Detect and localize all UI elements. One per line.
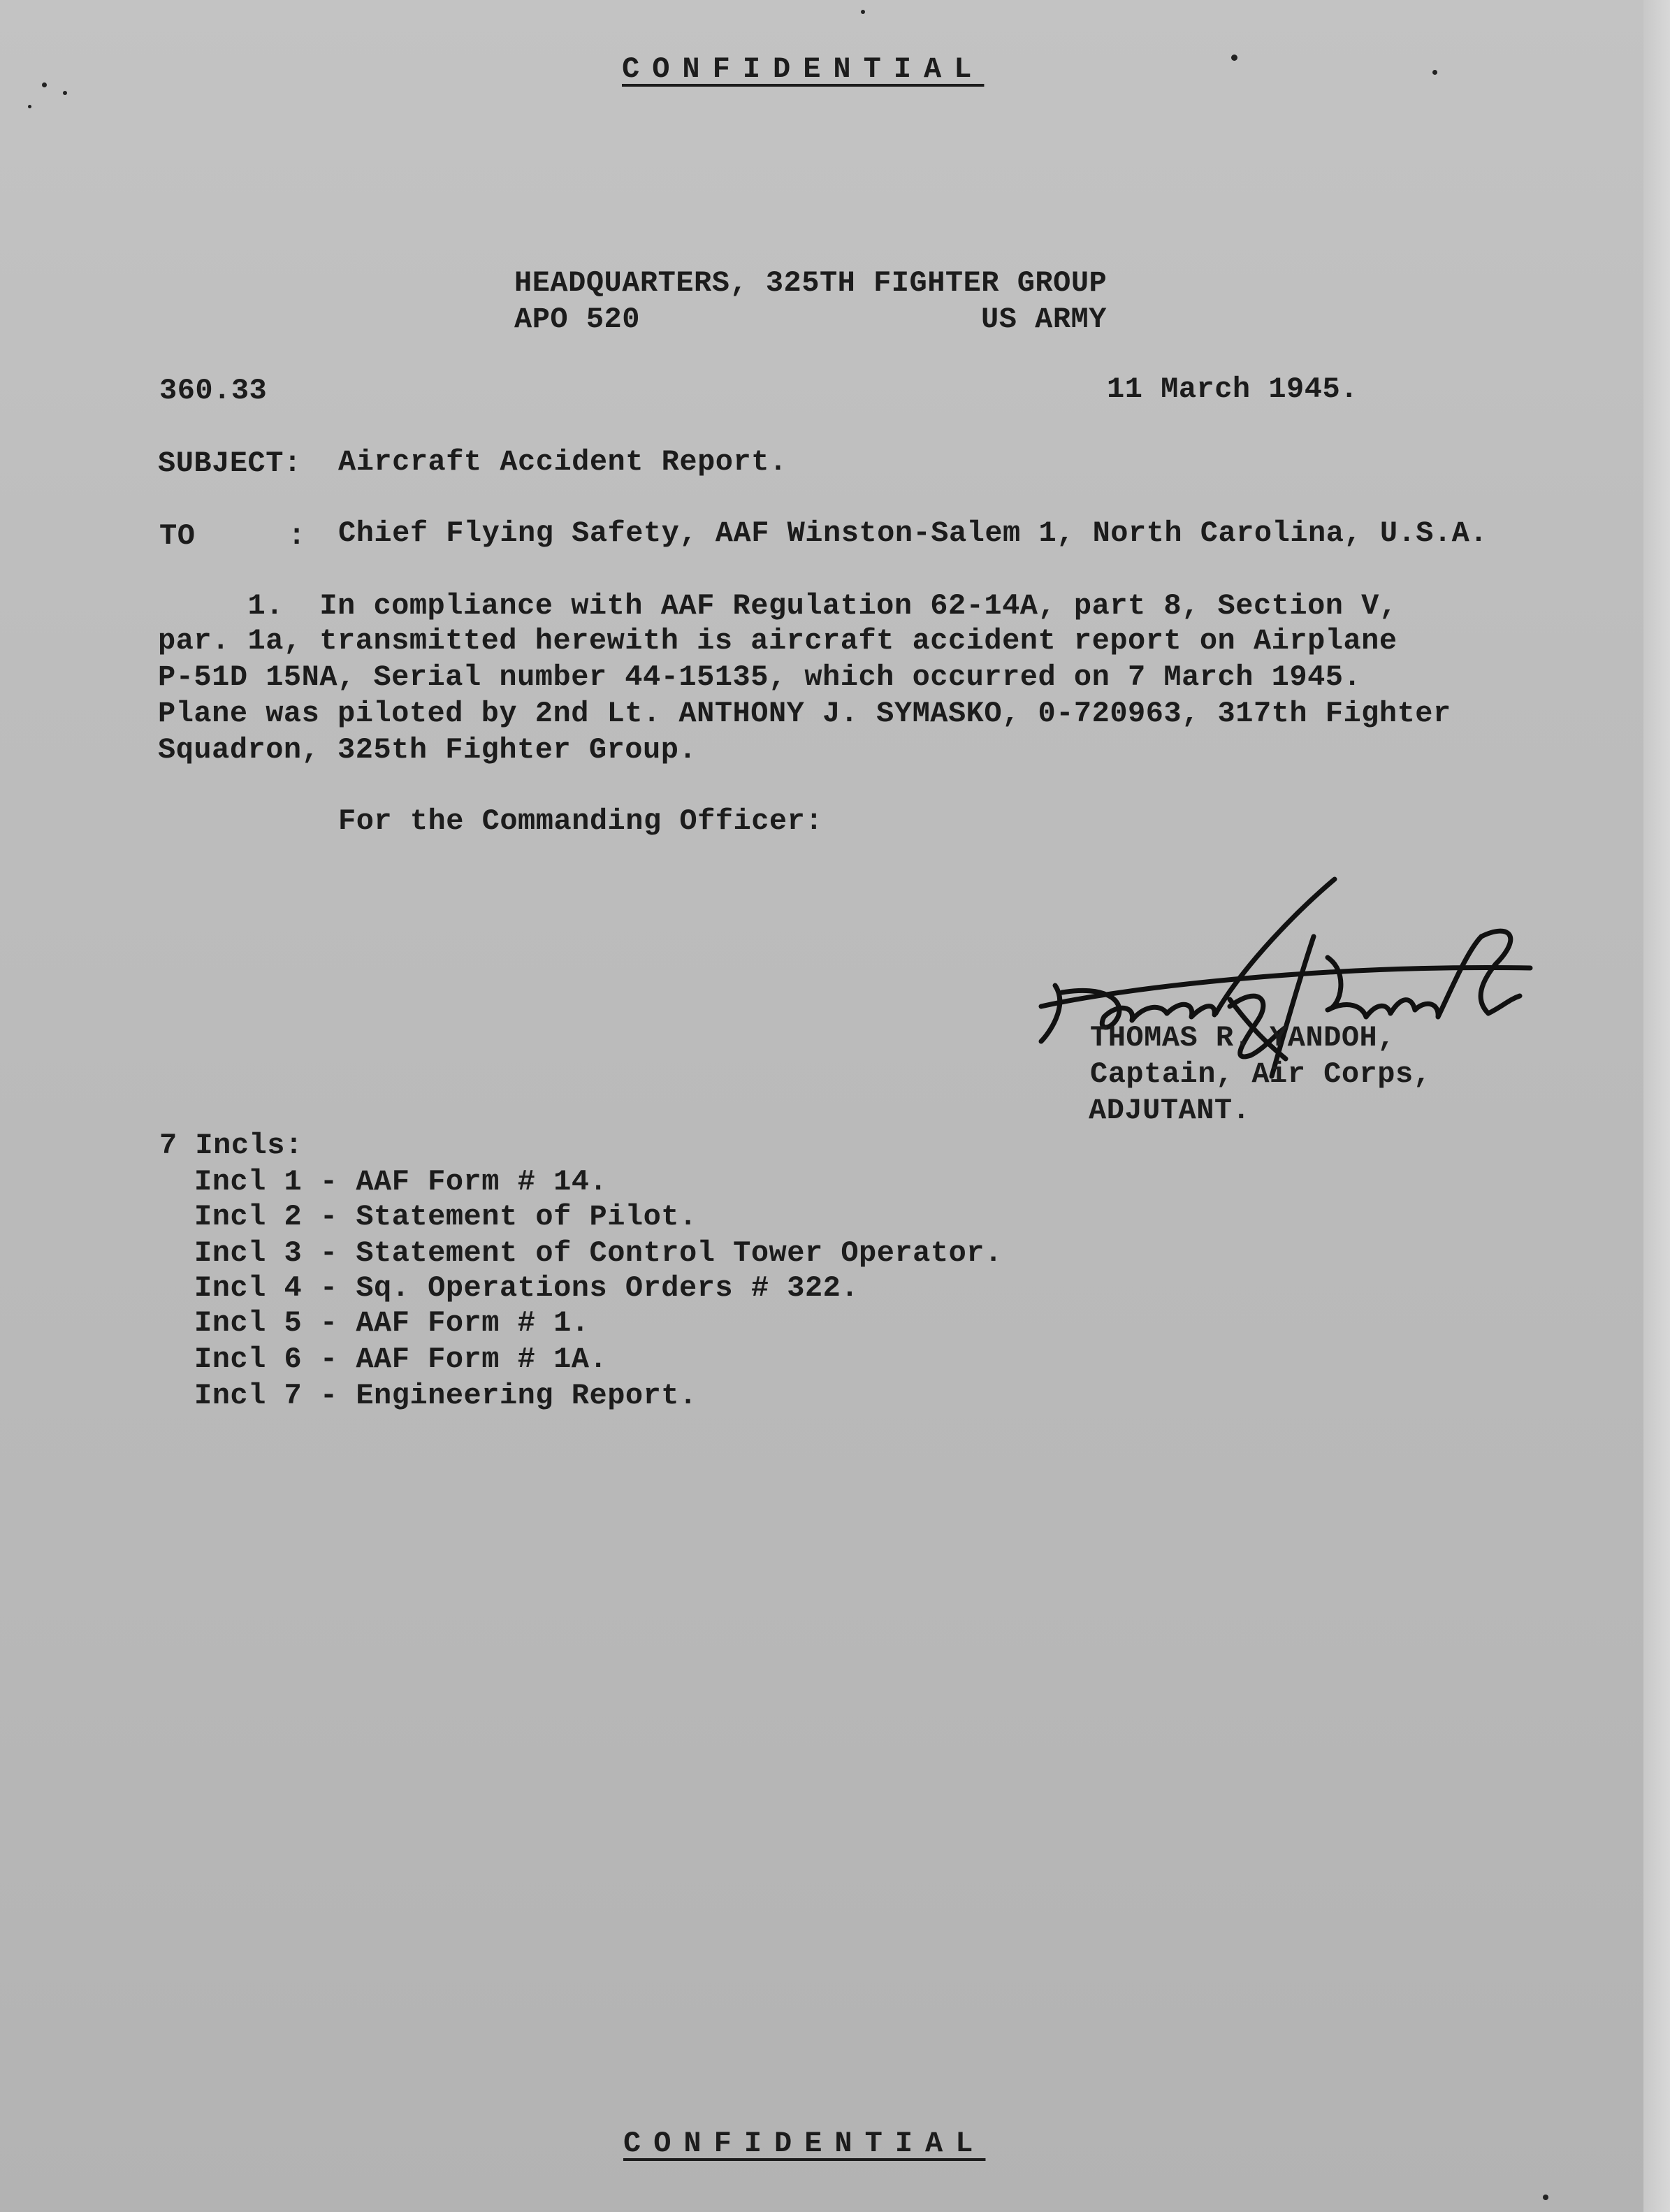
classification-footer: CONFIDENTIAL (623, 2127, 986, 2160)
to-label: TO (159, 519, 196, 553)
scan-speck (28, 105, 31, 108)
scan-speck (63, 91, 67, 95)
enclosure-item: Incl 3 - Statement of Control Tower Operator. (194, 1236, 1003, 1270)
letterhead-branch: US ARMY (981, 303, 1107, 336)
body-line: 1. In compliance with AAF Regulation 62-14A, part 8, Section V, (158, 589, 1397, 623)
scan-speck (42, 82, 47, 87)
subject-text: Aircraft Accident Report. (338, 445, 787, 479)
body-line: Squadron, 325th Fighter Group. (158, 733, 697, 767)
closing-line: For the Commanding Officer: (338, 804, 824, 838)
enclosure-item: Incl 7 - Engineering Report. (194, 1379, 697, 1412)
signer-title: ADJUTANT. (1089, 1094, 1251, 1127)
enclosures-heading: 7 Incls: (159, 1129, 303, 1162)
letter-date: 11 March 1945. (1107, 373, 1358, 406)
enclosure-item: Incl 6 - AAF Form # 1A. (194, 1343, 608, 1376)
body-line: Plane was piloted by 2nd Lt. ANTHONY J. SYMASKO, 0-720963, 317th Fighter (158, 697, 1451, 730)
letterhead-apo: APO 520 (514, 303, 640, 336)
enclosure-item: Incl 2 - Statement of Pilot. (194, 1200, 697, 1234)
classification-header: CONFIDENTIAL (622, 52, 985, 86)
page-edge (1643, 0, 1670, 2212)
scan-speck (861, 10, 865, 14)
to-colon: : (288, 519, 306, 553)
signer-rank: Captain, Air Corps, (1090, 1057, 1432, 1091)
enclosure-item: Incl 4 - Sq. Operations Orders # 322. (194, 1271, 859, 1305)
body-line: par. 1a, transmitted herewith is aircraft accident report on Airplane (158, 624, 1397, 658)
enclosure-item: Incl 5 - AAF Form # 1. (194, 1306, 590, 1340)
scan-speck (1432, 70, 1437, 75)
body-line: P-51D 15NA, Serial number 44-15135, which occurred on 7 March 1945. (158, 660, 1362, 694)
to-text: Chief Flying Safety, AAF Winston-Salem 1, North Carolina, U.S.A. (338, 516, 1488, 550)
file-number: 360.33 (159, 374, 268, 407)
enclosure-item: Incl 1 - AAF Form # 14. (194, 1165, 608, 1199)
scan-speck (1543, 2195, 1548, 2200)
signer-name: THOMAS R. YANDOH, (1090, 1021, 1395, 1055)
letterhead-title: HEADQUARTERS, 325TH FIGHTER GROUP (514, 266, 1108, 300)
scan-speck (1231, 55, 1237, 61)
subject-label: SUBJECT: (158, 447, 302, 480)
